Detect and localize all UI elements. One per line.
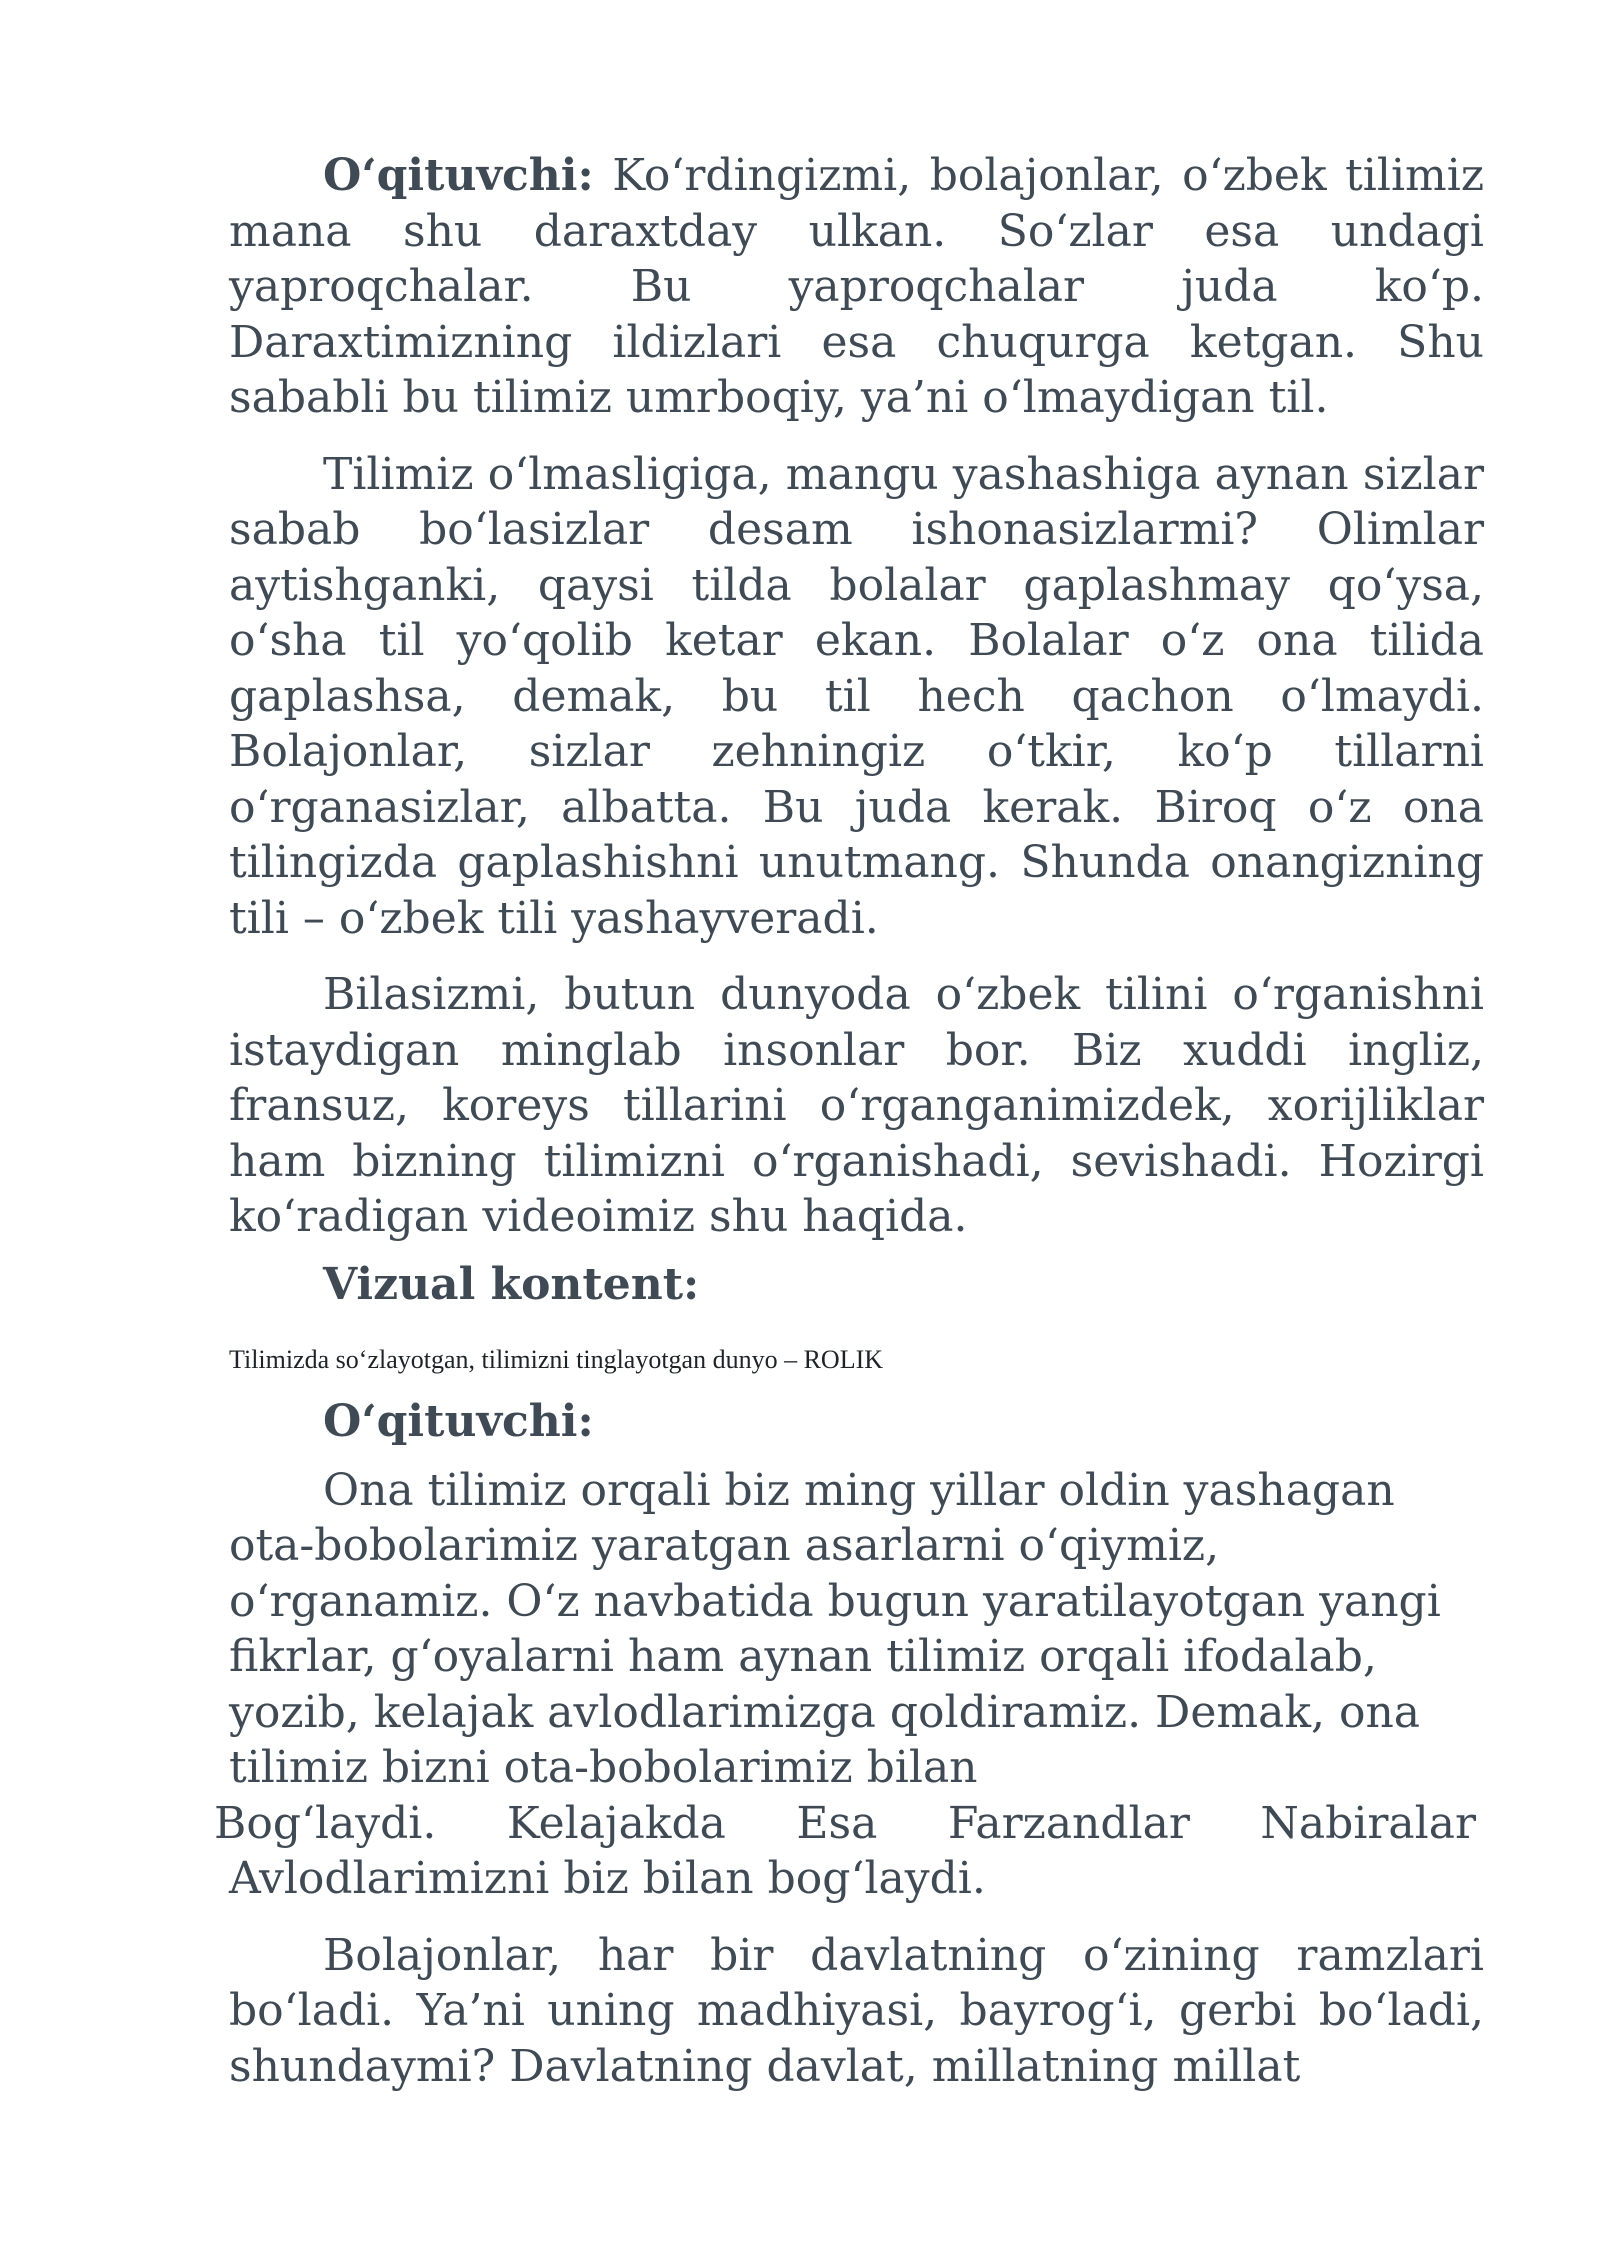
paragraph-language-survival: Tilimiz o‘lmasligiga, mangu yashashiga aynan sizlar sabab bo‘lasizlar desam ishonasizlarmi? Olimlar aytishganki, qaysi tilda bolalar gaplashmay qo‘ysa, o‘sha til yo‘qolib ketar ekan. Bolalar o‘z ona tilida gaplashsa, demak, bu til hech qachon o‘lmaydi. Bolajonlar, sizlar zehningiz o‘tkir, ko‘p tillarni o‘rganasizlar, albatta. Bu juda kerak. Biroq o‘z ona tilingizda gaplashishni unutmang. Shunda onangizning tili – o‘zbek tili yashayveradi. bbox=[229, 448, 1484, 944]
paragraph-text: Ko‘rdingizmi, bolajonlar, o‘zbek tilimiz mana shu daraxtday ulkan. So‘zlar esa undagi yaproqchalar. Bu yaproqchalar juda ko‘p. Daraxtimizning ildizlari esa chuqurga ketgan. Shu sababli bu tilimiz umrboqiy, ya’ni o‘lmaydigan til. bbox=[229, 150, 1484, 423]
paragraph-ancestors bbox=[214, 1463, 1484, 1907]
text-line: Ona tilimiz orqali biz ming yillar oldin yashagan bbox=[323, 1464, 1395, 1516]
page-content bbox=[214, 148, 1484, 2094]
text-line: yozib, kelajak avlodlarimizga qoldiramiz. Demak, ona bbox=[229, 1686, 1421, 1738]
text-line: tilimiz bizni ota-bobolarimiz bilan bbox=[229, 1742, 978, 1793]
speaker-label: O‘qituvchi: bbox=[323, 150, 594, 201]
paragraph-teacher-intro bbox=[229, 148, 1484, 426]
word: Kelajakda bbox=[506, 1797, 726, 1849]
text-line: ota-bobolarimiz yaratgan asarlarni o‘qiymiz, bbox=[229, 1520, 1220, 1571]
word: Bog‘laydi. bbox=[214, 1797, 437, 1849]
paragraph-world-learners: Bilasizmi, butun dunyoda o‘zbek tilini o‘rganishni istaydigan minglab insonlar bor. Biz xuddi ingliz, fransuz, koreys tillarini o‘rganganimizdek, xorijliklar ham bizning tilimizni o‘rganishadi, sevishadi. Hozirgi ko‘radigan videoimiz shu haqida. bbox=[229, 969, 1484, 1242]
paragraph-state-symbols: Bolajonlar, har bir davlatning o‘zining ramzlari bo‘ladi. Ya’ni uning madhiyasi, bayrog‘i, gerbi bo‘ladi, shundaymi? Davlatning davlat, millatning millat bbox=[229, 1929, 1484, 2092]
text-line: fikrlar, g‘oyalarni ham aynan tilimiz orqali ifodalab, bbox=[229, 1631, 1377, 1682]
text-line: o‘rganamiz. O‘z navbatida bugun yaratilayotgan yangi bbox=[229, 1575, 1441, 1627]
video-caption: Tilimizda so‘zlayotgan, tilimizni tinglayotgan dunyo – ROLIK bbox=[229, 1344, 884, 1374]
text-line: Avlodlarimizni biz bilan bog‘laydi. bbox=[229, 1853, 986, 1904]
word: Farzandlar bbox=[947, 1797, 1190, 1849]
visual-content-heading: Vizual kontent: bbox=[323, 1258, 700, 1310]
word: Nabiralar bbox=[1260, 1797, 1476, 1849]
spread-line bbox=[214, 1796, 1476, 1852]
speaker-heading: O‘qituvchi: bbox=[323, 1395, 594, 1447]
word: Esa bbox=[796, 1797, 878, 1849]
